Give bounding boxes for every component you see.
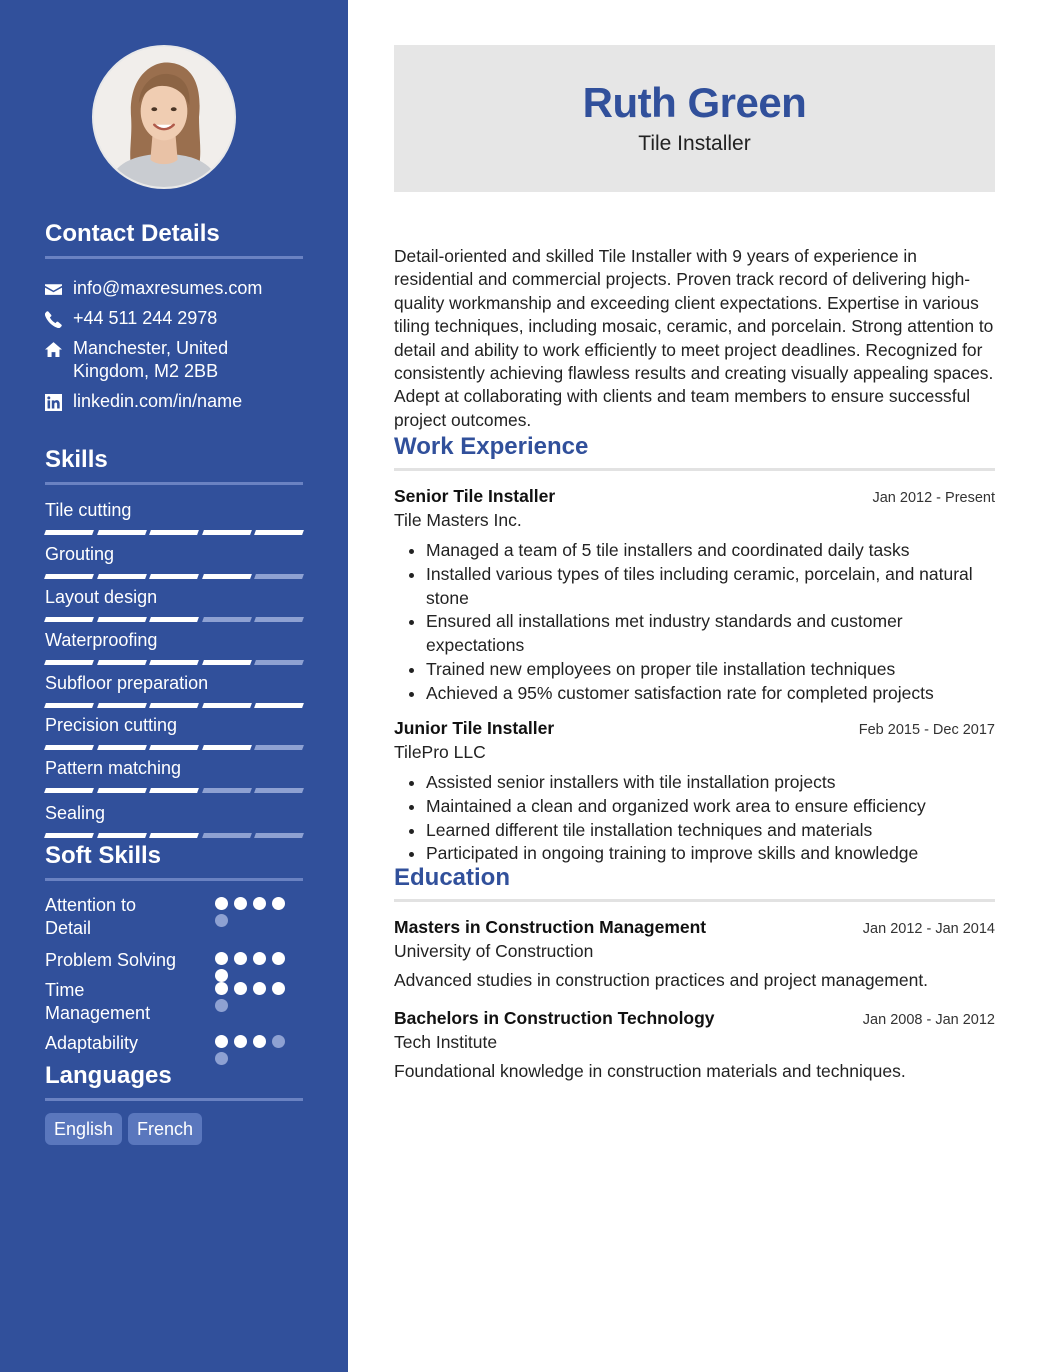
skill-bar-filled — [97, 703, 146, 708]
skill-name: Tile cutting — [45, 500, 132, 520]
soft-skill-rating — [215, 952, 291, 982]
soft-skill-item — [45, 894, 303, 944]
skill-bar-empty — [202, 833, 251, 838]
skill-item — [45, 672, 303, 708]
school-name: University of Construction — [394, 941, 594, 961]
skill-bar-filled — [44, 703, 93, 708]
phone-icon — [45, 307, 73, 328]
skill-level-bar — [45, 574, 303, 579]
skill-bar-filled — [97, 530, 146, 535]
skill-bar-filled — [202, 745, 251, 750]
skill-bar-filled — [149, 660, 198, 665]
job-bullets — [394, 771, 995, 866]
skill-bar-filled — [149, 833, 198, 838]
rating-dot-empty — [215, 914, 228, 927]
soft-skill-rating — [215, 897, 291, 927]
rating-dot-filled — [272, 952, 285, 965]
rating-dot-filled — [234, 982, 247, 995]
soft-skill-name: Attention to Detail — [45, 895, 137, 938]
skill-bar-empty — [254, 833, 303, 838]
contact-email-text: info@maxresumes.com — [73, 278, 263, 298]
name-header — [394, 45, 995, 192]
skill-level-bar — [45, 788, 303, 793]
soft-skill-item — [45, 1032, 303, 1058]
rating-dot-filled — [215, 982, 228, 995]
rating-dot-empty — [272, 1035, 285, 1048]
education-description: Foundational knowledge in construction materials and techniques. — [394, 1061, 906, 1081]
rating-dot-filled — [215, 897, 228, 910]
job-bullet: • Managed a team of 5 tile installers and coordinated daily tasks — [426, 539, 995, 563]
skill-bar-empty — [202, 788, 251, 793]
skill-bar-filled — [97, 833, 146, 838]
skill-bar-filled — [202, 530, 251, 535]
skill-item — [45, 543, 303, 579]
skill-bar-filled — [149, 788, 198, 793]
language-tag: French — [128, 1113, 202, 1145]
profile-summary: Detail-oriented and skilled Tile Installer with 9 years of experience in residential and commercial projects. Proven track record of delivering high-quality workmanship and exceeding client expectations. Expertise in various tiling techniques, including mosaic, ceramic, and porcelain. Strong attention to detail and ability to work efficiently to meet project deadlines. Recognized for consistently achieving flawless results and creating visually appealing spaces. Adept at collaborating with clients and team members to ensure successful project outcomes. — [394, 246, 994, 430]
candidate-role: Tile Installer — [638, 132, 751, 155]
skill-bar-filled — [44, 530, 93, 535]
skill-level-bar — [45, 530, 303, 535]
job-bullet: • Installed various types of tiles including ceramic, porcelain, and natural stone — [426, 563, 995, 611]
skill-level-bar — [45, 745, 303, 750]
job-bullets — [394, 539, 995, 706]
soft-skill-rating — [215, 982, 291, 1012]
contact-address-text: Manchester, United Kingdom, M2 2BB — [73, 338, 229, 381]
job-company: TilePro LLC — [394, 742, 486, 762]
contact-linkedin[interactable] — [45, 390, 303, 413]
education-heading: Education — [394, 864, 995, 902]
skill-bar-filled — [44, 660, 93, 665]
skill-name: Waterproofing — [45, 630, 158, 650]
language-list — [45, 1113, 202, 1145]
envelope-icon — [45, 277, 73, 298]
skill-bar-filled — [202, 703, 251, 708]
contact-phone-text: +44 511 244 2978 — [73, 308, 218, 328]
rating-dot-filled — [215, 1035, 228, 1048]
skill-bar-empty — [202, 617, 251, 622]
linkedin-icon — [45, 390, 73, 411]
skill-name: Pattern matching — [45, 758, 182, 778]
skill-bar-filled — [149, 745, 198, 750]
skill-item — [45, 757, 303, 793]
soft-skill-name: Problem Solving — [45, 950, 177, 970]
rating-dot-filled — [215, 952, 228, 965]
skill-level-bar — [45, 703, 303, 708]
job-company: Tile Masters Inc. — [394, 510, 522, 530]
sidebar — [0, 0, 348, 1372]
job-entry — [394, 484, 995, 706]
contact-heading: Contact Details — [45, 220, 303, 259]
skill-item — [45, 802, 303, 838]
soft-skill-rating — [215, 1035, 291, 1065]
skill-bar-filled — [44, 745, 93, 750]
skill-bar-filled — [149, 617, 198, 622]
avatar — [92, 45, 236, 189]
skills-heading: Skills — [45, 446, 303, 485]
job-title: Senior Tile Installer — [394, 486, 556, 506]
skill-bar-filled — [44, 788, 93, 793]
skill-bar-filled — [149, 574, 198, 579]
skill-name: Precision cutting — [45, 715, 178, 735]
skill-bar-empty — [254, 617, 303, 622]
soft-skill-item — [45, 979, 303, 1029]
skill-name: Subfloor preparation — [45, 673, 209, 693]
work-experience-heading: Work Experience — [394, 433, 995, 471]
job-bullet: • Learned different tile installation techniques and materials — [426, 819, 995, 843]
rating-dot-filled — [253, 952, 266, 965]
skill-name: Layout design — [45, 587, 158, 607]
education-entry — [394, 1006, 995, 1083]
skill-bar-filled — [254, 703, 303, 708]
rating-dot-filled — [272, 897, 285, 910]
rating-dot-filled — [253, 1035, 266, 1048]
education-description: Advanced studies in construction practices and project management. — [394, 970, 929, 990]
language-tag: English — [45, 1113, 122, 1145]
job-bullet: • Assisted senior installers with tile installation projects — [426, 771, 995, 795]
job-bullet: • Ensured all installations met industry standards and customer expectations — [426, 610, 995, 658]
skill-bar-filled — [97, 574, 146, 579]
school-name: Tech Institute — [394, 1032, 498, 1052]
candidate-name: Ruth Green — [582, 79, 807, 126]
skill-bar-empty — [254, 574, 303, 579]
skill-item — [45, 629, 303, 665]
skill-bar-empty — [254, 788, 303, 793]
job-entry — [394, 716, 995, 866]
soft-skills-heading: Soft Skills — [45, 842, 303, 881]
skill-bar-empty — [254, 660, 303, 665]
skill-bar-filled — [97, 745, 146, 750]
job-dates: Feb 2015 - Dec 2017 — [858, 722, 995, 738]
skill-bar-filled — [97, 617, 146, 622]
skill-bar-filled — [44, 833, 93, 838]
contact-phone[interactable] — [45, 307, 303, 330]
contact-linkedin-text: linkedin.com/in/name — [73, 391, 243, 411]
soft-skill-name: Time Management — [45, 980, 151, 1023]
skill-bar-filled — [149, 530, 198, 535]
job-dates: Jan 2012 - Present — [872, 490, 995, 506]
education-dates: Jan 2008 - Jan 2012 — [862, 1012, 995, 1028]
skill-item — [45, 586, 303, 622]
rating-dot-filled — [234, 1035, 247, 1048]
skill-bar-filled — [254, 530, 303, 535]
job-title: Junior Tile Installer — [394, 718, 555, 738]
skill-level-bar — [45, 833, 303, 838]
rating-dot-filled — [272, 982, 285, 995]
rating-dot-filled — [234, 897, 247, 910]
rating-dot-filled — [253, 897, 266, 910]
languages-heading: Languages — [45, 1062, 303, 1101]
skill-bar-filled — [44, 574, 93, 579]
skill-bar-filled — [149, 703, 198, 708]
skill-name: Sealing — [45, 803, 106, 823]
job-bullet: • Trained new employees on proper tile installation techniques — [426, 658, 995, 682]
contact-email[interactable] — [45, 277, 303, 300]
skill-bar-filled — [44, 617, 93, 622]
soft-skill-name: Adaptability — [45, 1033, 139, 1053]
skill-level-bar — [45, 660, 303, 665]
job-bullet: • Participated in ongoing training to improve skills and knowledge — [426, 842, 995, 866]
degree-title: Masters in Construction Management — [394, 917, 707, 937]
skill-item — [45, 499, 303, 535]
job-bullet: • Maintained a clean and organized work area to ensure efficiency — [426, 795, 995, 819]
job-bullet: • Achieved a 95% customer satisfaction rate for completed projects — [426, 682, 995, 706]
soft-skill-item — [45, 949, 303, 975]
rating-dot-empty — [215, 999, 228, 1012]
skill-item — [45, 714, 303, 750]
skill-bar-filled — [97, 788, 146, 793]
home-icon — [45, 337, 73, 358]
education-entry — [394, 915, 995, 992]
avatar-photo — [94, 47, 234, 187]
rating-dot-filled — [234, 952, 247, 965]
education-dates: Jan 2012 - Jan 2014 — [862, 921, 995, 937]
skill-name: Grouting — [45, 544, 115, 564]
contact-address — [45, 337, 255, 383]
skill-bar-filled — [202, 574, 251, 579]
skill-bar-empty — [254, 745, 303, 750]
rating-dot-filled — [253, 982, 266, 995]
skill-bar-filled — [97, 660, 146, 665]
skill-bar-filled — [202, 660, 251, 665]
skill-level-bar — [45, 617, 303, 622]
degree-title: Bachelors in Construction Technology — [394, 1008, 715, 1028]
